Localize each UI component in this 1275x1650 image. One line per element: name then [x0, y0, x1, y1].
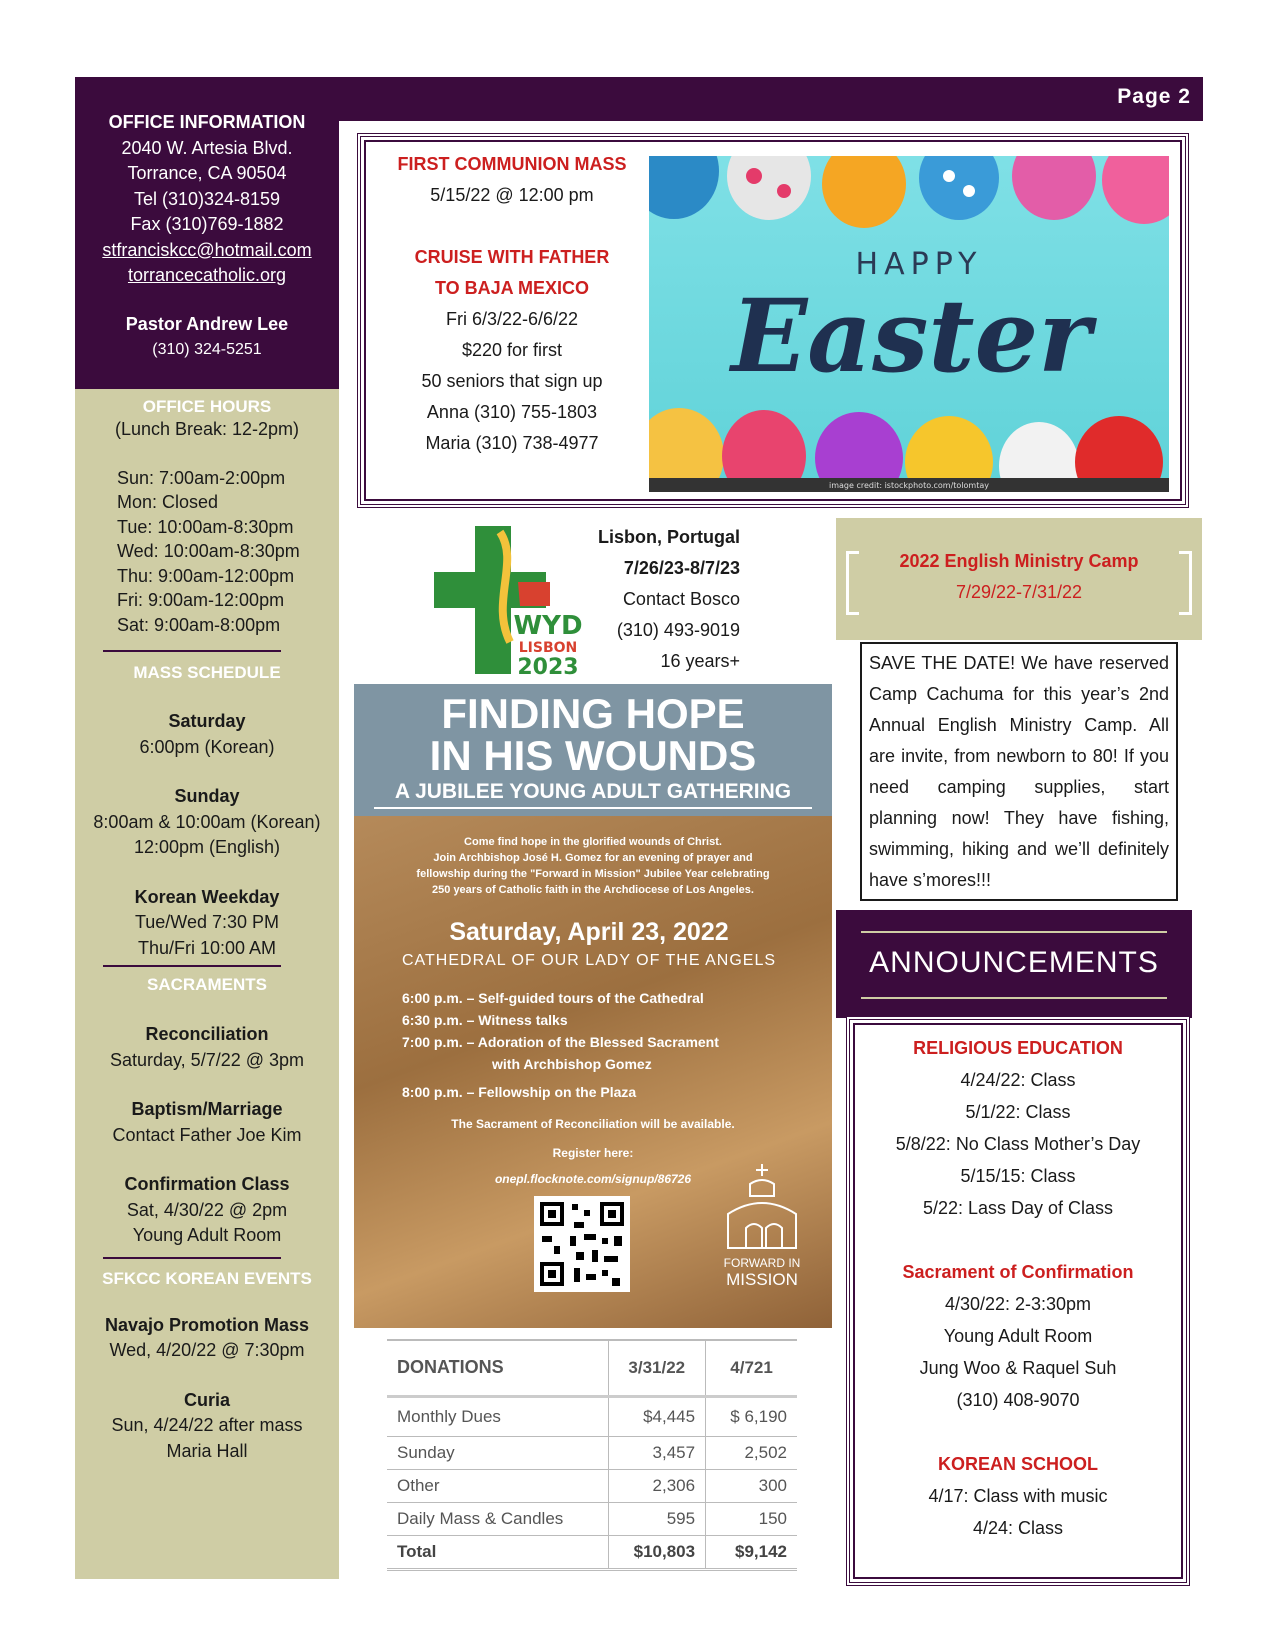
poster-intro-4: 250 years of Catholic faith in the Archdiocese of Los Angeles.	[432, 884, 754, 896]
hours-sat: Sat: 9:00am-8:00pm	[117, 614, 281, 635]
pastor-name: Pastor Andrew Lee	[125, 313, 289, 334]
conf-line: 4/30/22: 2-3:30pm	[944, 1294, 1092, 1314]
mass-saturday-label: Saturday	[168, 711, 246, 731]
office-hours-heading: OFFICE HOURS	[142, 397, 272, 416]
forward-logo-line2: MISSION	[726, 1270, 798, 1289]
confirmation-label: Confirmation Class	[124, 1174, 290, 1194]
religious-education-title: RELIGIOUS EDUCATION	[913, 1038, 1123, 1058]
donation-total-val2: $9,142	[706, 1535, 797, 1569]
poster-date: Saturday, April 23, 2022	[449, 918, 729, 946]
curia-time: Sun, 4/24/22 after mass	[111, 1415, 303, 1435]
save-the-date-box: SAVE THE DATE! We have reserved Camp Cachuma for this year’s 2nd Annual English Ministry Camp. All are invite, from newborn to 80! If you need camping supplies, start planning now! They have fishing, swimming, hiking and we’ll definitely have s’mores!!!	[860, 642, 1178, 901]
re-line: 5/1/22: Class	[965, 1102, 1071, 1122]
poster-schedule-3: 7:00 p.m. – Adoration of the Blessed Sacrament	[402, 1034, 719, 1050]
donation-row-val2: 300	[706, 1469, 797, 1502]
donation-row-val1: 2,306	[608, 1469, 706, 1502]
page-number: Page 2	[1117, 85, 1191, 108]
curia-place: Maria Hall	[166, 1440, 248, 1461]
donation-row-label: Other	[387, 1469, 608, 1502]
wyd-lisbon-logo	[430, 522, 590, 678]
wyd-age: 16 years+	[660, 651, 740, 671]
office-information-panel	[75, 77, 339, 389]
donation-row-label: Daily Mass & Candles	[387, 1502, 608, 1535]
reconciliation-time: Saturday, 5/7/22 @ 3pm	[109, 1049, 305, 1070]
cruise-contact-anna: Anna (310) 755-1803	[426, 402, 598, 422]
donations-header-col2: 4/721	[706, 1340, 797, 1396]
donation-row-val1: 3,457	[608, 1436, 706, 1469]
confirmation-time: Sat, 4/30/22 @ 2pm	[126, 1199, 288, 1220]
sidebar-schedule	[75, 389, 339, 1579]
donation-row-label: Sunday	[387, 1436, 608, 1469]
cruise-price: $220 for first	[461, 340, 563, 360]
wyd-contact: Contact Bosco	[622, 589, 740, 609]
wyd-dates: 7/26/23-8/7/23	[623, 558, 740, 578]
announcements-title: ANNOUNCEMENTS	[869, 946, 1159, 979]
mass-sunday-time2: 12:00pm (English)	[133, 837, 281, 857]
mass-schedule-heading: MASS SCHEDULE	[133, 663, 281, 682]
poster-intro-3: fellowship during the "Forward in Mission" Jubilee Year celebrating	[416, 868, 770, 880]
cruise-contact-maria: Maria (310) 738-4977	[425, 433, 599, 453]
reconciliation-label: Reconciliation	[145, 1024, 269, 1044]
poster-register-label: Register here:	[552, 1146, 634, 1160]
navajo-mass-label: Navajo Promotion Mass	[104, 1314, 310, 1335]
office-heading: OFFICE INFORMATION	[108, 112, 306, 132]
camp-title: 2022 English Ministry Camp	[899, 551, 1139, 571]
donation-row-val2: 150	[706, 1502, 797, 1535]
donation-row-val2: 2,502	[706, 1436, 797, 1469]
ks-line: 4/17: Class with music	[928, 1486, 1108, 1506]
jubilee-poster	[354, 684, 832, 1328]
wyd-logo-text: WYD	[513, 611, 583, 641]
re-line: 5/15/15: Class	[960, 1166, 1076, 1186]
cruise-title-line1: CRUISE WITH FATHER	[414, 247, 610, 267]
donation-total-label: Total	[387, 1535, 608, 1569]
hours-thu: Thu: 9:00am-12:00pm	[117, 565, 295, 586]
mass-weekday-label: Korean Weekday	[134, 886, 280, 907]
easter-happy-text: HAPPY	[855, 247, 983, 282]
wyd-logo-city: LISBON	[518, 640, 578, 656]
wyd-info	[590, 522, 740, 677]
conf-line: (310) 408-9070	[956, 1390, 1080, 1410]
ks-line: 4/24: Class	[972, 1518, 1064, 1538]
easter-image	[649, 156, 1169, 492]
cruise-dates: Fri 6/3/22-6/6/22	[445, 309, 579, 329]
donation-row-label: Monthly Dues	[387, 1396, 608, 1436]
donations-header-label: DONATIONS	[387, 1340, 608, 1396]
pastor-phone: (310) 324-5251	[152, 341, 262, 358]
conf-line: Young Adult Room	[943, 1326, 1093, 1346]
table-row	[387, 1502, 797, 1535]
poster-subtitle: A JUBILEE YOUNG ADULT GATHERING	[394, 780, 792, 803]
office-fax: Fax (310)769-1882	[130, 214, 284, 234]
baptism-label: Baptism/Marriage	[131, 1099, 283, 1119]
poster-sacrament-note: The Sacrament of Reconciliation will be available.	[451, 1117, 735, 1131]
poster-title-2: IN HIS WOUNDS	[429, 732, 757, 779]
lunch-break: (Lunch Break: 12-2pm)	[114, 419, 300, 439]
poster-title-1: FINDING HOPE	[441, 690, 745, 737]
office-address-line1: 2040 W. Artesia Blvd.	[121, 137, 293, 158]
office-tel: Tel (310)324-8159	[133, 188, 281, 209]
easter-credit: image credit: istockphoto.com/tolomtay	[829, 481, 989, 490]
easter-script-text: Easter	[731, 277, 1091, 395]
re-line: 4/24/22: Class	[960, 1070, 1076, 1090]
re-line: 5/8/22: No Class Mother’s Day	[895, 1134, 1141, 1154]
hours-mon: Mon: Closed	[117, 492, 219, 512]
poster-intro-2: Join Archbishop José H. Gomez for an evening of prayer and	[433, 852, 753, 864]
poster-intro-1: Come find hope in the glorified wounds of Christ.	[464, 836, 722, 848]
donation-total-val1: $10,803	[608, 1535, 706, 1569]
poster-register-link[interactable]: onepl.flocknote.com/signup/86726	[494, 1172, 692, 1186]
mass-sunday-label: Sunday	[174, 786, 240, 806]
poster-rule	[374, 807, 812, 809]
camp-banner	[836, 518, 1202, 640]
curia-label: Curia	[183, 1389, 230, 1410]
hours-wed: Wed: 10:00am-8:30pm	[117, 541, 300, 561]
sacraments-heading: SACRAMENTS	[147, 975, 267, 994]
donations-header-col1: 3/31/22	[608, 1340, 706, 1396]
wyd-place: Lisbon, Portugal	[598, 527, 740, 547]
table-row	[387, 1469, 797, 1502]
hours-tue: Tue: 10:00am-8:30pm	[117, 516, 294, 537]
wyd-phone: (310) 493-9019	[616, 620, 740, 640]
office-address-line2: Torrance, CA 90504	[127, 163, 287, 183]
navajo-mass-time: Wed, 4/20/22 @ 7:30pm	[109, 1340, 305, 1360]
baptism-contact: Contact Father Joe Kim	[112, 1124, 302, 1145]
first-communion-title: FIRST COMMUNION MASS	[397, 154, 627, 174]
mass-weekday-1: Tue/Wed 7:30 PM	[134, 912, 280, 932]
donation-row-val2: $ 6,190	[706, 1396, 797, 1436]
cruise-title-line2: TO BAJA MEXICO	[434, 278, 590, 298]
donations-table	[387, 1339, 797, 1571]
hours-fri: Fri: 9:00am-12:00pm	[117, 590, 285, 610]
mass-saturday-time: 6:00pm (Korean)	[139, 736, 275, 757]
table-row	[387, 1436, 797, 1469]
re-line: 5/22: Lass Day of Class	[922, 1198, 1114, 1218]
first-communion-date: 5/15/22 @ 12:00 pm	[430, 185, 594, 205]
korean-school-title: KOREAN SCHOOL	[937, 1454, 1098, 1474]
office-website-link[interactable]: torrancecatholic.org	[127, 265, 287, 285]
poster-schedule-1: 6:00 p.m. – Self-guided tours of the Cathedral	[402, 990, 704, 1006]
cruise-seniors: 50 seniors that sign up	[421, 371, 603, 391]
donation-row-val1: $4,445	[608, 1396, 706, 1436]
donations-total-row	[387, 1535, 797, 1569]
conf-line: Jung Woo & Raquel Suh	[919, 1358, 1117, 1378]
poster-schedule-2: 6:30 p.m. – Witness talks	[402, 1012, 568, 1028]
confirmation-place: Young Adult Room	[132, 1225, 282, 1245]
forward-logo-line1: FORWARD IN	[723, 1256, 801, 1270]
confirmation-title: Sacrament of Confirmation	[902, 1262, 1134, 1282]
poster-schedule-4: with Archbishop Gomez	[492, 1056, 652, 1072]
camp-dates: 7/29/22-7/31/22	[955, 582, 1083, 602]
mass-sunday-time1: 8:00am & 10:00am (Korean)	[93, 811, 321, 832]
wyd-logo-year: 2023	[517, 655, 579, 678]
qr-code[interactable]	[534, 1196, 630, 1292]
hours-sun: Sun: 7:00am-2:00pm	[117, 467, 286, 488]
forward-in-mission-logo	[720, 1162, 804, 1289]
donations-header-row	[387, 1340, 797, 1396]
office-email-link[interactable]: stfranciskcc@hotmail.com	[102, 239, 312, 260]
poster-venue: CATHEDRAL OF OUR LADY OF THE ANGELS	[401, 952, 777, 969]
donation-row-val1: 595	[608, 1502, 706, 1535]
announcements-box	[846, 1016, 1190, 1586]
korean-events-heading: SFKCC KOREAN EVENTS	[102, 1268, 312, 1288]
table-row	[387, 1396, 797, 1436]
poster-schedule-5: 8:00 p.m. – Fellowship on the Plaza	[402, 1084, 637, 1100]
mass-weekday-2: Thu/Fri 10:00 AM	[137, 937, 277, 958]
